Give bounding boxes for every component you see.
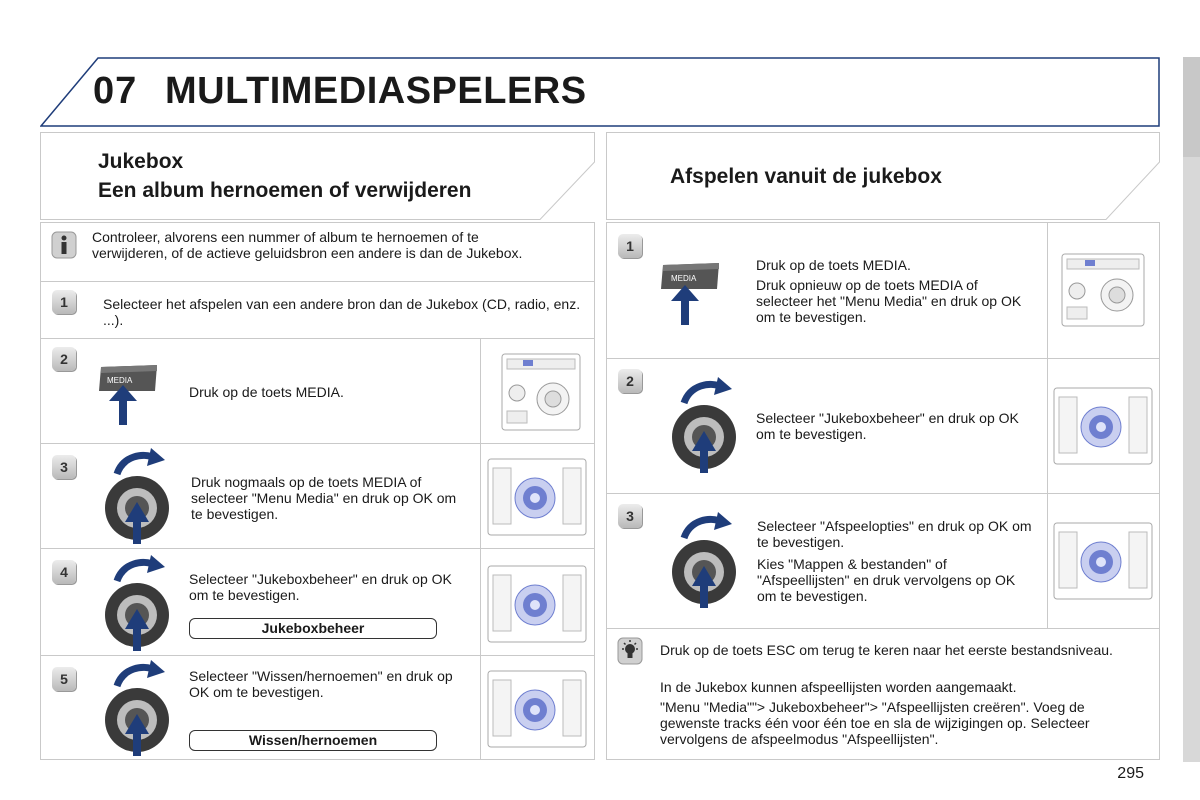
step-text: Druk op de toets MEDIA.	[756, 257, 911, 273]
radio-panel-icon	[1061, 253, 1145, 327]
radio-panel-icon	[1053, 387, 1153, 465]
tip-paragraph-3: "Menu "Media""> Jukeboxbeheer"> "Afspeellijsten creëren". Voeg de gewenste tracks één voor één toe en sla de wijzigingen op. Selecteer vervolgens de afspeelmodus "Afspeellijsten".	[660, 699, 1090, 747]
media-button-icon	[659, 259, 723, 327]
control-knob-icon	[103, 551, 171, 655]
bulb-icon	[617, 637, 643, 665]
radio-panel-icon	[1053, 522, 1153, 600]
page-number: 295	[1117, 765, 1144, 782]
left-step-1	[41, 281, 594, 339]
row-divider	[1047, 494, 1048, 629]
info-text: Controleer, alvorens een nummer of album te hernoemen of te verwijderen, of de actieve geluidsbron een andere is dan de Jukebox.	[92, 229, 523, 261]
step-text: Druk opnieuw op de toets MEDIA of selecteer het "Menu Media" en druk op OK om te bevestigen.	[756, 277, 1022, 325]
media-button-label: MEDIA	[107, 376, 133, 385]
tip-section	[607, 628, 1159, 759]
radio-panel-icon	[501, 353, 581, 431]
media-button-label: MEDIA	[671, 274, 697, 283]
right-step-1	[607, 223, 1159, 358]
step-number-badge: 3	[618, 504, 642, 528]
tip-paragraph-2: In de Jukebox kunnen afspeellijsten worden aangemaakt.	[660, 679, 1017, 695]
menu-label-box: Jukeboxbeheer	[189, 618, 437, 639]
control-knob-icon	[103, 656, 171, 760]
step-text: Selecteer "Afspeelopties" en druk op OK om te bevestigen.	[757, 518, 1032, 550]
menu-label-box: Wissen/hernoemen	[189, 730, 437, 751]
right-step-2	[607, 358, 1159, 494]
row-divider	[480, 444, 481, 549]
row-divider	[480, 339, 481, 444]
step-number-badge: 5	[52, 667, 76, 691]
left-steps-panel	[40, 222, 595, 760]
left-step-5	[41, 655, 594, 759]
step-number-badge: 3	[52, 455, 76, 479]
step-text: Druk op de toets MEDIA.	[189, 384, 344, 400]
row-divider	[480, 656, 481, 759]
side-tab-bar	[1183, 57, 1200, 762]
left-step-4	[41, 548, 594, 656]
row-divider	[480, 549, 481, 656]
step-text: Selecteer "Jukeboxbeheer" en druk op OK om te bevestigen.	[189, 571, 452, 603]
step-text: Kies "Mappen & bestanden" of "Afspeellijsten" en druk vervolgens op OK om te bevestigen.	[757, 556, 1016, 604]
step-number-badge: 1	[618, 234, 642, 258]
step-number-badge: 2	[52, 347, 76, 371]
radio-panel-icon	[487, 458, 587, 536]
tip-paragraph-1: Druk op de toets ESC om terug te keren naar het eerste bestandsniveau.	[660, 642, 1113, 658]
step-number-badge: 4	[52, 560, 76, 584]
control-knob-icon	[670, 373, 738, 477]
left-step-2	[41, 338, 594, 444]
left-step-3	[41, 443, 594, 549]
step-text: Selecteer het afspelen van een andere bron dan de Jukebox (CD, radio, enz. ...).	[103, 296, 581, 328]
step-number-badge: 1	[52, 290, 76, 314]
radio-panel-icon	[487, 670, 587, 748]
control-knob-icon	[103, 444, 171, 548]
chapter-title: MULTIMEDIASPELERS	[165, 70, 587, 112]
media-button-icon	[97, 361, 161, 427]
info-icon	[51, 231, 77, 259]
chapter-number: 07	[93, 70, 138, 112]
step-text: Selecteer "Wissen/hernoemen" en druk op OK om te bevestigen.	[189, 668, 453, 700]
left-heading-line2: Een album hernoemen of verwijderen	[98, 179, 472, 202]
step-text: Druk nogmaals op de toets MEDIA of selecteer "Menu Media" en druk op OK om te bevestigen.	[191, 474, 457, 522]
row-divider	[1047, 359, 1048, 494]
right-step-3	[607, 493, 1159, 629]
row-divider	[1047, 223, 1048, 358]
step-number-badge: 2	[618, 369, 642, 393]
right-heading: Afspelen vanuit de jukebox	[670, 165, 942, 188]
step-text: Selecteer "Jukeboxbeheer" en druk op OK om te bevestigen.	[756, 410, 1019, 442]
right-steps-panel	[606, 222, 1160, 760]
left-heading-line1: Jukebox	[98, 150, 184, 173]
radio-panel-icon	[487, 565, 587, 643]
control-knob-icon	[670, 508, 738, 612]
